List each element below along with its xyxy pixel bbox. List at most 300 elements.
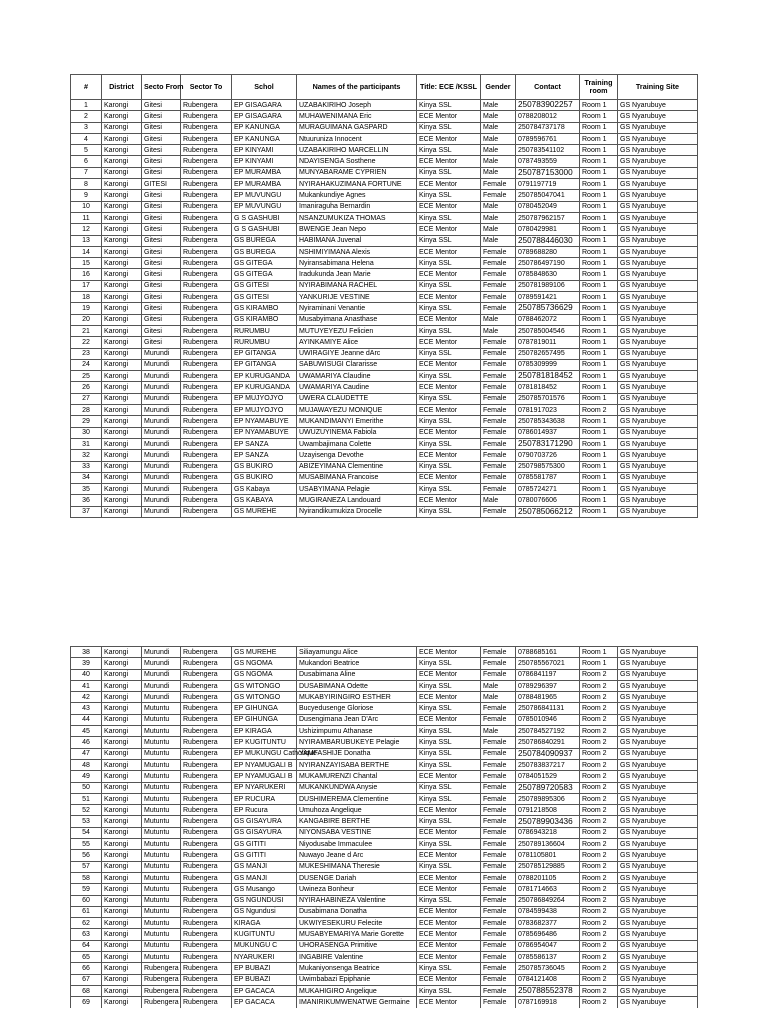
- cell-participant-name: UWAMARIYA Claudine: [297, 371, 417, 382]
- cell-row-number: 55: [71, 839, 102, 850]
- cell-training-room: Room 1: [580, 269, 618, 280]
- table-row: [71, 337, 698, 348]
- cell-gender: Female: [481, 759, 516, 770]
- cell-school: MUKUNGU C: [232, 940, 297, 951]
- cell-gender: Female: [481, 895, 516, 906]
- cell-contact: 250788552378: [516, 985, 580, 996]
- cell-participant-name: Uwambajimana Colette: [297, 438, 417, 449]
- cell-school: EP GIHUNGA: [232, 714, 297, 725]
- cell-title: Kinya SSL: [417, 658, 481, 669]
- cell-sector-to: Rubengera: [181, 974, 232, 985]
- cell-contact: 0785848630: [516, 269, 580, 280]
- cell-contact: 0786014937: [516, 427, 580, 438]
- table-row: [71, 280, 698, 291]
- cell-gender: Male: [481, 212, 516, 223]
- cell-district: Karongi: [102, 918, 142, 929]
- cell-training-room: Room 1: [580, 235, 618, 246]
- cell-contact: 0780429981: [516, 224, 580, 235]
- table-row: [71, 929, 698, 940]
- cell-gender: Male: [481, 692, 516, 703]
- cell-district: Karongi: [102, 405, 142, 416]
- cell-gender: Female: [481, 963, 516, 974]
- cell-school: RURUMBU: [232, 337, 297, 348]
- cell-district: Karongi: [102, 861, 142, 872]
- cell-training-room: Room 2: [580, 839, 618, 850]
- cell-training-site: GS Nyarubuye: [618, 224, 698, 235]
- cell-sector-to: Rubengera: [181, 292, 232, 303]
- cell-sector-from: Gitesi: [142, 246, 181, 257]
- cell-school: GS GITESI: [232, 292, 297, 303]
- table-row: [71, 405, 698, 416]
- cell-title: ECE Mentor: [417, 974, 481, 985]
- cell-title: Kinya SSL: [417, 506, 481, 517]
- cell-contact: 250783902257: [516, 100, 580, 111]
- cell-training-room: Room 1: [580, 325, 618, 336]
- cell-gender: Female: [481, 805, 516, 816]
- cell-title: ECE Mentor: [417, 495, 481, 506]
- cell-contact: 250789720583: [516, 782, 580, 793]
- cell-title: ECE Mentor: [417, 246, 481, 257]
- cell-sector-from: Rubengera: [142, 985, 181, 996]
- cell-training-room: Room 2: [580, 782, 618, 793]
- table-row: [71, 484, 698, 495]
- cell-gender: Male: [481, 100, 516, 111]
- cell-contact: 0785309999: [516, 359, 580, 370]
- cell-title: ECE Mentor: [417, 269, 481, 280]
- cell-training-site: GS Nyarubuye: [618, 325, 698, 336]
- cell-row-number: 23: [71, 348, 102, 359]
- cell-title: Kinya SSL: [417, 963, 481, 974]
- cell-school: EP KIRAGA: [232, 726, 297, 737]
- cell-training-room: Room 1: [580, 382, 618, 393]
- cell-training-room: Room 2: [580, 940, 618, 951]
- cell-district: Karongi: [102, 393, 142, 404]
- cell-sector-to: Rubengera: [181, 325, 232, 336]
- cell-training-room: Room 2: [580, 703, 618, 714]
- cell-district: Karongi: [102, 190, 142, 201]
- cell-gender: Female: [481, 782, 516, 793]
- cell-training-site: GS Nyarubuye: [618, 748, 698, 759]
- cell-district: Karongi: [102, 680, 142, 691]
- cell-participant-name: IMANIRIKUMWENATWE Germaine: [297, 997, 417, 1008]
- cell-school: RURUMBU: [232, 325, 297, 336]
- header-sector-to: Sector To: [181, 75, 232, 100]
- cell-gender: Female: [481, 906, 516, 917]
- cell-training-site: GS Nyarubuye: [618, 726, 698, 737]
- cell-participant-name: DUSHIMEREMA Clementine: [297, 793, 417, 804]
- cell-contact: 250785736629: [516, 303, 580, 314]
- cell-sector-to: Rubengera: [181, 658, 232, 669]
- cell-contact: 0789296397: [516, 680, 580, 691]
- cell-school: GS GITESI: [232, 280, 297, 291]
- cell-district: Karongi: [102, 726, 142, 737]
- table-row: [71, 167, 698, 178]
- cell-training-site: GS Nyarubuye: [618, 771, 698, 782]
- cell-training-room: Room 1: [580, 303, 618, 314]
- cell-training-room: Room 1: [580, 438, 618, 449]
- cell-contact: 0787169918: [516, 997, 580, 1008]
- cell-title: ECE Mentor: [417, 156, 481, 167]
- cell-school: GS WITONGO: [232, 692, 297, 703]
- cell-sector-to: Rubengera: [181, 427, 232, 438]
- table-row: [71, 472, 698, 483]
- cell-sector-to: Rubengera: [181, 461, 232, 472]
- cell-training-room: Room 2: [580, 793, 618, 804]
- table-row: [71, 145, 698, 156]
- cell-contact: 0787819011: [516, 337, 580, 348]
- cell-training-room: Room 1: [580, 201, 618, 212]
- table-row: [71, 292, 698, 303]
- cell-school: GS MANJI: [232, 861, 297, 872]
- cell-gender: Female: [481, 190, 516, 201]
- cell-sector-to: Rubengera: [181, 669, 232, 680]
- participants-table-top: [70, 74, 698, 518]
- cell-school: EP KANUNGA: [232, 122, 297, 133]
- cell-district: Karongi: [102, 427, 142, 438]
- table-row: [71, 974, 698, 985]
- cell-gender: Female: [481, 450, 516, 461]
- cell-contact: 0791218508: [516, 805, 580, 816]
- cell-sector-to: Rubengera: [181, 782, 232, 793]
- cell-contact: 250785129885: [516, 861, 580, 872]
- table-row: [71, 771, 698, 782]
- cell-title: Kinya SSL: [417, 280, 481, 291]
- cell-sector-from: Murundi: [142, 382, 181, 393]
- cell-gender: Female: [481, 382, 516, 393]
- cell-training-site: GS Nyarubuye: [618, 816, 698, 827]
- header-sector-from: Secto From: [142, 75, 181, 100]
- cell-gender: Female: [481, 280, 516, 291]
- table-row: [71, 416, 698, 427]
- table-row: [71, 895, 698, 906]
- cell-district: Karongi: [102, 246, 142, 257]
- cell-gender: Female: [481, 816, 516, 827]
- table-row: [71, 190, 698, 201]
- cell-participant-name: MUNYABARAME CYPRIEN: [297, 167, 417, 178]
- cell-row-number: 63: [71, 929, 102, 940]
- cell-title: Kinya SSL: [417, 235, 481, 246]
- cell-row-number: 49: [71, 771, 102, 782]
- cell-training-site: GS Nyarubuye: [618, 280, 698, 291]
- cell-contact: 0784599438: [516, 906, 580, 917]
- cell-sector-to: Rubengera: [181, 337, 232, 348]
- cell-district: Karongi: [102, 314, 142, 325]
- table-row: [71, 827, 698, 838]
- cell-title: ECE Mentor: [417, 884, 481, 895]
- cell-contact: 0786954047: [516, 940, 580, 951]
- cell-row-number: 7: [71, 167, 102, 178]
- cell-participant-name: Iradukunda Jean Marie: [297, 269, 417, 280]
- cell-school: GS BUREGA: [232, 235, 297, 246]
- cell-gender: Female: [481, 703, 516, 714]
- cell-row-number: 17: [71, 280, 102, 291]
- cell-district: Karongi: [102, 692, 142, 703]
- cell-sector-from: Gitesi: [142, 258, 181, 269]
- cell-sector-to: Rubengera: [181, 145, 232, 156]
- table-row: [71, 427, 698, 438]
- cell-training-site: GS Nyarubuye: [618, 495, 698, 506]
- cell-school: EP KURUGANDA: [232, 382, 297, 393]
- cell-district: Karongi: [102, 325, 142, 336]
- cell-district: Karongi: [102, 952, 142, 963]
- cell-training-room: Room 2: [580, 974, 618, 985]
- cell-row-number: 68: [71, 985, 102, 996]
- cell-sector-from: Mutuntu: [142, 816, 181, 827]
- cell-gender: Female: [481, 348, 516, 359]
- cell-participant-name: SABUWISUGI Clararisse: [297, 359, 417, 370]
- cell-training-room: Room 2: [580, 405, 618, 416]
- cell-training-site: GS Nyarubuye: [618, 680, 698, 691]
- cell-row-number: 48: [71, 759, 102, 770]
- cell-gender: Male: [481, 726, 516, 737]
- cell-district: Karongi: [102, 484, 142, 495]
- cell-title: ECE Mentor: [417, 314, 481, 325]
- cell-contact: 250789903436: [516, 816, 580, 827]
- cell-training-site: GS Nyarubuye: [618, 861, 698, 872]
- cell-school: EP MURAMBA: [232, 167, 297, 178]
- cell-gender: Female: [481, 647, 516, 658]
- cell-row-number: 14: [71, 246, 102, 257]
- cell-sector-to: Rubengera: [181, 359, 232, 370]
- cell-participant-name: Nyirandikumukiza Drocelle: [297, 506, 417, 517]
- cell-school: EP GACACA: [232, 997, 297, 1008]
- cell-sector-from: Gitesi: [142, 111, 181, 122]
- cell-training-room: Room 1: [580, 133, 618, 144]
- cell-school: GS BUKIRO: [232, 461, 297, 472]
- cell-title: Kinya SSL: [417, 303, 481, 314]
- cell-sector-from: Gitesi: [142, 190, 181, 201]
- cell-row-number: 25: [71, 371, 102, 382]
- cell-contact: 0784051529: [516, 771, 580, 782]
- cell-title: Kinya SSL: [417, 839, 481, 850]
- cell-participant-name: Nuwayo Jeane d Arc: [297, 850, 417, 861]
- cell-sector-from: Murundi: [142, 393, 181, 404]
- cell-training-room: Room 2: [580, 816, 618, 827]
- cell-participant-name: MUKAHIGIRO Angelique: [297, 985, 417, 996]
- cell-sector-from: Gitesi: [142, 156, 181, 167]
- cell-training-site: GS Nyarubuye: [618, 906, 698, 917]
- cell-sector-to: Rubengera: [181, 963, 232, 974]
- cell-row-number: 35: [71, 484, 102, 495]
- cell-participant-name: NYIRAHAKUZIMANA FORTUNE: [297, 179, 417, 190]
- cell-district: Karongi: [102, 303, 142, 314]
- table-row: [71, 748, 698, 759]
- header-training-room: Training room: [580, 75, 618, 100]
- cell-training-site: GS Nyarubuye: [618, 472, 698, 483]
- header-training-site: Training Site: [618, 75, 698, 100]
- cell-district: Karongi: [102, 156, 142, 167]
- cell-school: GS NGOMA: [232, 669, 297, 680]
- cell-participant-name: MUTUYEYEZU Felicien: [297, 325, 417, 336]
- cell-training-site: GS Nyarubuye: [618, 303, 698, 314]
- cell-sector-from: Murundi: [142, 495, 181, 506]
- cell-school: EP MUKUNGU Catholique: [232, 748, 297, 759]
- table-row: [71, 438, 698, 449]
- cell-sector-to: Rubengera: [181, 703, 232, 714]
- cell-contact: 250781818452: [516, 371, 580, 382]
- cell-training-room: Room 2: [580, 827, 618, 838]
- cell-row-number: 64: [71, 940, 102, 951]
- cell-gender: Female: [481, 839, 516, 850]
- cell-school: EP MUJYOJYO: [232, 405, 297, 416]
- cell-district: Karongi: [102, 359, 142, 370]
- cell-title: ECE Mentor: [417, 337, 481, 348]
- cell-title: ECE Mentor: [417, 850, 481, 861]
- cell-row-number: 39: [71, 658, 102, 669]
- cell-district: Karongi: [102, 145, 142, 156]
- cell-sector-to: Rubengera: [181, 133, 232, 144]
- cell-training-room: Room 2: [580, 997, 618, 1008]
- cell-school: GS GITEGA: [232, 269, 297, 280]
- cell-participant-name: USABYIMANA Pelagie: [297, 484, 417, 495]
- cell-sector-to: Rubengera: [181, 393, 232, 404]
- cell-training-site: GS Nyarubuye: [618, 850, 698, 861]
- cell-participant-name: Niyodusabe Immaculee: [297, 839, 417, 850]
- cell-contact: 250786849264: [516, 895, 580, 906]
- cell-district: Karongi: [102, 179, 142, 190]
- cell-gender: Female: [481, 292, 516, 303]
- cell-gender: Female: [481, 359, 516, 370]
- cell-training-room: Room 1: [580, 111, 618, 122]
- cell-training-site: GS Nyarubuye: [618, 371, 698, 382]
- cell-training-site: GS Nyarubuye: [618, 212, 698, 223]
- cell-training-site: GS Nyarubuye: [618, 940, 698, 951]
- cell-sector-from: Murundi: [142, 506, 181, 517]
- cell-school: EP GISAGARA: [232, 100, 297, 111]
- cell-participant-name: Mukankundiye Agnes: [297, 190, 417, 201]
- cell-training-room: Room 1: [580, 337, 618, 348]
- cell-sector-from: Mutuntu: [142, 940, 181, 951]
- cell-contact: 0788208012: [516, 111, 580, 122]
- cell-training-room: Room 1: [580, 179, 618, 190]
- cell-sector-to: Rubengera: [181, 861, 232, 872]
- cell-row-number: 41: [71, 680, 102, 691]
- cell-title: ECE Mentor: [417, 427, 481, 438]
- cell-row-number: 67: [71, 974, 102, 985]
- cell-participant-name: MUHAWENIMANA Eric: [297, 111, 417, 122]
- cell-title: ECE Mentor: [417, 692, 481, 703]
- cell-row-number: 50: [71, 782, 102, 793]
- cell-district: Karongi: [102, 167, 142, 178]
- cell-contact: 250788446030: [516, 235, 580, 246]
- cell-district: Karongi: [102, 280, 142, 291]
- cell-sector-to: Rubengera: [181, 692, 232, 703]
- table-row: [71, 985, 698, 996]
- cell-contact: 0785010946: [516, 714, 580, 725]
- cell-district: Karongi: [102, 884, 142, 895]
- cell-row-number: 43: [71, 703, 102, 714]
- cell-sector-from: Murundi: [142, 484, 181, 495]
- cell-district: Karongi: [102, 224, 142, 235]
- cell-row-number: 9: [71, 190, 102, 201]
- cell-contact: 0785586137: [516, 952, 580, 963]
- cell-school: EP KANUNGA: [232, 133, 297, 144]
- cell-school: GS GISAYURA: [232, 816, 297, 827]
- cell-school: GS MUREHE: [232, 506, 297, 517]
- cell-training-site: GS Nyarubuye: [618, 427, 698, 438]
- cell-gender: Female: [481, 669, 516, 680]
- cell-row-number: 10: [71, 201, 102, 212]
- table-row: [71, 100, 698, 111]
- cell-school: KUGITUNTU: [232, 929, 297, 940]
- cell-sector-from: Mutuntu: [142, 952, 181, 963]
- cell-participant-name: ABIZEYIMANA Clementine: [297, 461, 417, 472]
- cell-participant-name: DUSABIMANA Odette: [297, 680, 417, 691]
- cell-sector-from: Murundi: [142, 427, 181, 438]
- cell-sector-from: Mutuntu: [142, 759, 181, 770]
- cell-title: ECE Mentor: [417, 805, 481, 816]
- cell-district: Karongi: [102, 461, 142, 472]
- cell-contact: 250785066212: [516, 506, 580, 517]
- cell-training-room: Room 1: [580, 280, 618, 291]
- cell-sector-to: Rubengera: [181, 190, 232, 201]
- cell-training-room: Room 2: [580, 737, 618, 748]
- cell-sector-to: Rubengera: [181, 748, 232, 759]
- cell-participant-name: Dusabimana Aline: [297, 669, 417, 680]
- cell-training-site: GS Nyarubuye: [618, 929, 698, 940]
- cell-sector-to: Rubengera: [181, 997, 232, 1008]
- table-row: [71, 714, 698, 725]
- cell-contact: 0785696486: [516, 929, 580, 940]
- cell-contact: 0786943218: [516, 827, 580, 838]
- cell-contact: 250785567021: [516, 658, 580, 669]
- table-row: [71, 963, 698, 974]
- table-row: [71, 793, 698, 804]
- cell-gender: Female: [481, 771, 516, 782]
- cell-row-number: 13: [71, 235, 102, 246]
- cell-gender: Female: [481, 748, 516, 759]
- cell-participant-name: UKWIYESEKURU Felecite: [297, 918, 417, 929]
- cell-participant-name: UHORASENGA Primitive: [297, 940, 417, 951]
- cell-sector-from: Murundi: [142, 348, 181, 359]
- cell-title: ECE Mentor: [417, 929, 481, 940]
- cell-sector-to: Rubengera: [181, 416, 232, 427]
- cell-training-room: Room 2: [580, 929, 618, 940]
- cell-training-site: GS Nyarubuye: [618, 782, 698, 793]
- table-row: [71, 393, 698, 404]
- cell-contact: 250787962157: [516, 212, 580, 223]
- cell-sector-from: Mutuntu: [142, 703, 181, 714]
- cell-school: EP MURAMBA: [232, 179, 297, 190]
- cell-training-room: Room 2: [580, 748, 618, 759]
- cell-sector-from: Murundi: [142, 658, 181, 669]
- cell-training-room: Room 1: [580, 100, 618, 111]
- cell-training-room: Room 1: [580, 647, 618, 658]
- cell-contact: 250784090937: [516, 748, 580, 759]
- cell-participant-name: YAMFASHIJE Donatha: [297, 748, 417, 759]
- table-row: [71, 359, 698, 370]
- cell-training-site: GS Nyarubuye: [618, 314, 698, 325]
- cell-sector-from: Mutuntu: [142, 850, 181, 861]
- cell-sector-to: Rubengera: [181, 940, 232, 951]
- cell-sector-from: Murundi: [142, 669, 181, 680]
- cell-contact: 250785736045: [516, 963, 580, 974]
- cell-sector-to: Rubengera: [181, 737, 232, 748]
- cell-training-site: GS Nyarubuye: [618, 952, 698, 963]
- cell-sector-from: GITESI: [142, 179, 181, 190]
- cell-school: GS NGOMA: [232, 658, 297, 669]
- cell-training-site: GS Nyarubuye: [618, 872, 698, 883]
- cell-training-site: GS Nyarubuye: [618, 292, 698, 303]
- cell-row-number: 32: [71, 450, 102, 461]
- cell-gender: Male: [481, 495, 516, 506]
- cell-sector-to: Rubengera: [181, 450, 232, 461]
- table-row: [71, 133, 698, 144]
- cell-gender: Female: [481, 918, 516, 929]
- cell-sector-to: Rubengera: [181, 156, 232, 167]
- cell-training-site: GS Nyarubuye: [618, 484, 698, 495]
- cell-sector-from: Murundi: [142, 405, 181, 416]
